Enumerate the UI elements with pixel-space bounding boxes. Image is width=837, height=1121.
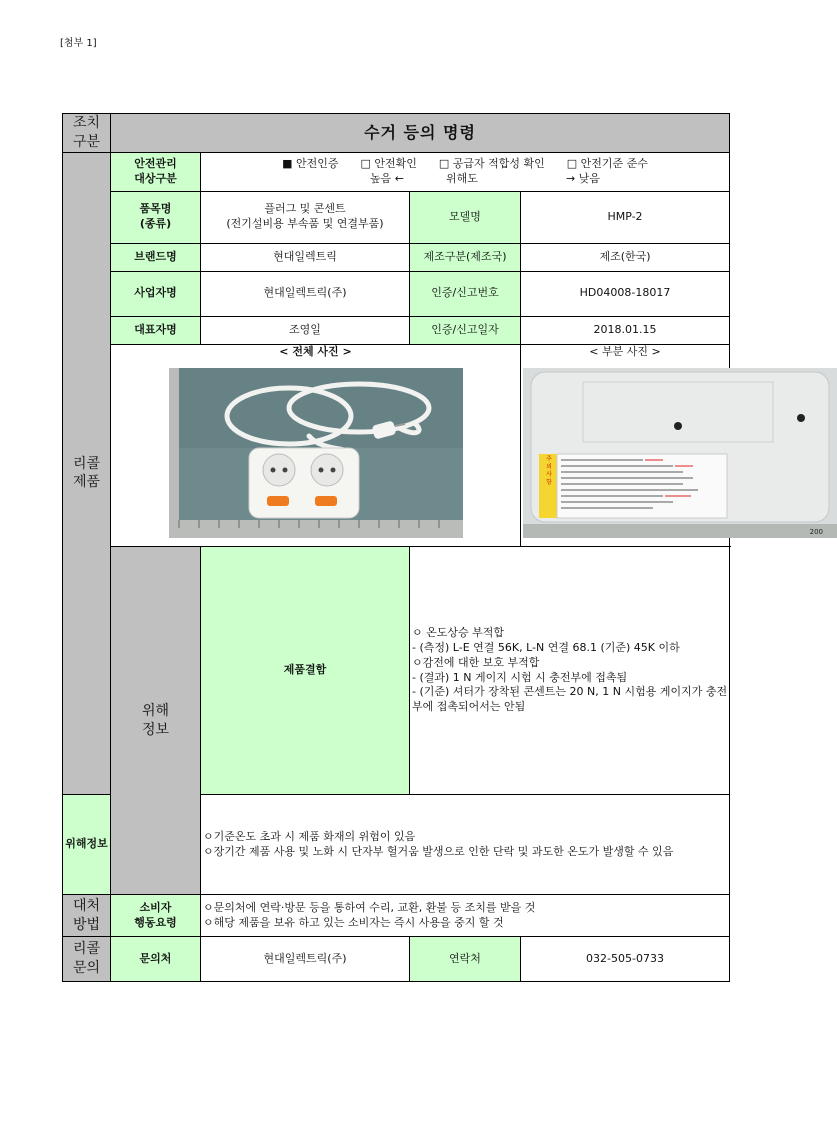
product-label-illustration [523, 368, 837, 538]
cert-no-label: 인증/신고번호 [410, 271, 521, 316]
phone-label: 연락처 [410, 937, 521, 982]
cert-date-value: 2018.01.15 [521, 316, 730, 344]
product-full-photo [113, 368, 518, 538]
consumer-line: ㅇ문의처에 연락·방문 등을 통하여 수리, 교환, 환불 등 조치를 받을 것 [203, 900, 536, 914]
risk-mid: 위해도 [446, 171, 478, 185]
photo-part-label: < 부분 사진 > [521, 344, 730, 359]
action-section: 대처 방법 [63, 895, 111, 937]
defect-line: - (결과) 1 N 게이지 시험 시 충전부에 접촉됨 [412, 670, 628, 684]
defect-content [410, 547, 730, 795]
defect-line: ㅇ감전에 대한 보호 부적합 [412, 655, 540, 669]
defect-line: - (측정) L-E 연결 56K, L-N 연결 68.1 (기준) 45K 이하 [412, 640, 680, 654]
ruler-number: 200 [809, 527, 823, 536]
hazard-section: 위해 정보 [111, 547, 201, 895]
business-value: 현대일렉트릭(주) [201, 271, 410, 316]
phone-value: 032-505-0733 [521, 937, 730, 982]
consumer-line: ㅇ해당 제품을 보유 하고 있는 소비자는 즉시 사용을 중지 할 것 [203, 915, 504, 929]
safety-mgmt-value [201, 152, 730, 191]
business-label: 사업자명 [111, 271, 201, 316]
cert-date-label: 인증/신고일자 [410, 316, 521, 344]
hazard-info-line: ㅇ장기간 제품 사용 및 노화 시 단자부 헐거움 발생으로 인한 단락 및 과도한 온도가 발생할 수 있음 [203, 844, 674, 858]
contact-label: 문의처 [111, 937, 201, 982]
defect-line: ㅇ 온도상승 부적합 [412, 626, 505, 640]
rep-label: 대표자명 [111, 316, 201, 344]
hazard-info-line: ㅇ기준온도 초과 시 제품 화재의 위험이 있음 [203, 829, 416, 843]
warning-text: 주 의 사 항 [544, 455, 552, 485]
inquiry-section: 리콜 문의 [63, 937, 111, 982]
recall-notice-table [62, 113, 823, 982]
photo-full-cell [111, 360, 521, 547]
rep-value: 조영일 [201, 316, 410, 344]
photo-full-label: < 전체 사진 > [111, 344, 521, 359]
product-name-label: 품목명 (종류) [111, 191, 201, 243]
defect-label: 제품결함 [201, 547, 410, 795]
model-value: HMP-2 [521, 191, 730, 243]
safety-mgmt-label: 안전관리 대상구분 [111, 152, 201, 191]
hazard-info-label: 위해정보 [63, 795, 111, 895]
cert-no-value: HD04008-18017 [521, 271, 730, 316]
risk-high: 높음 ← [370, 171, 404, 185]
origin-value: 제조(한국) [521, 243, 730, 271]
brand-label: 브랜드명 [111, 243, 201, 271]
origin-label: 제조구분(제조국) [410, 243, 521, 271]
risk-low: → 낮음 [566, 171, 600, 185]
category-header: 조치 구분 [63, 114, 111, 153]
hazard-info-content [201, 795, 730, 895]
attachment-label: [첨부 1] [60, 38, 97, 49]
model-label: 모델명 [410, 191, 521, 243]
power-strip-illustration [169, 368, 463, 538]
defect-line: - (기준) 셔터가 장착된 콘센트는 20 N, 1 N 시험용 게이지가 충전부에 접촉되어서는 안됨 [412, 685, 728, 714]
safety-option: ■ 안전인증 [282, 156, 339, 170]
safety-option: □ 공급자 적합성 확인 [438, 156, 545, 170]
safety-option: □ 안전기준 준수 [566, 156, 648, 170]
contact-value: 현대일렉트릭(주) [201, 937, 410, 982]
page-title: 수거 등의 명령 [111, 114, 730, 153]
photo-part-cell [521, 360, 823, 547]
product-part-photo [523, 368, 823, 538]
consumer-label: 소비자 행동요령 [111, 895, 201, 937]
consumer-content [201, 895, 730, 937]
recall-product-section: 리콜 제품 [63, 152, 111, 794]
brand-value: 현대일렉트릭 [201, 243, 410, 271]
product-name-value: 플러그 및 콘센트 (전기설비용 부속품 및 연결부품) [201, 191, 410, 243]
safety-option: □ 안전확인 [360, 156, 417, 170]
